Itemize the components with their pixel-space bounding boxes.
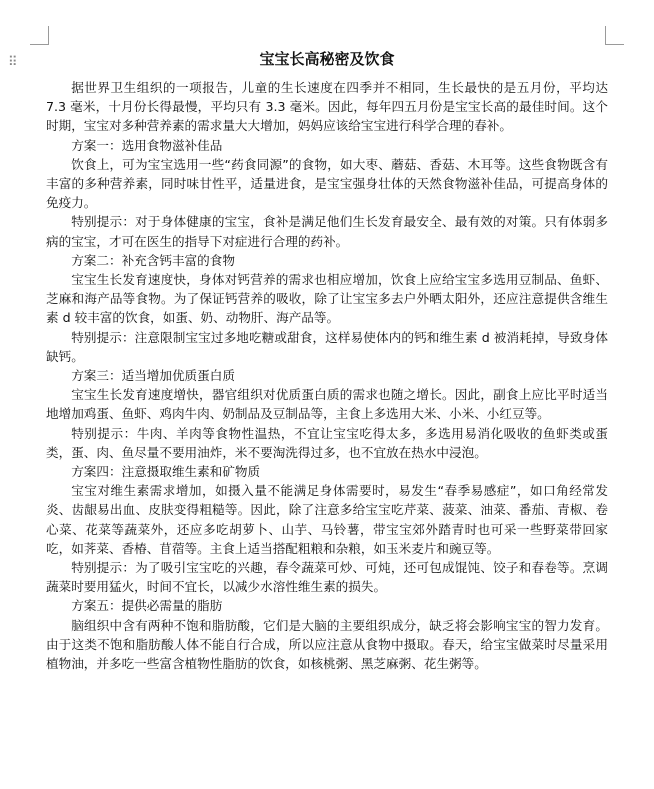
document-page bbox=[46, 48, 608, 673]
drag-handle-icon[interactable]: ⠿ bbox=[8, 55, 17, 70]
tip-paragraph: 特别提示：对于身体健康的宝宝，食补是满足他们生长发育最安全、最有效的对策。只有体弱多病的宝宝，才可在医生的指导下对症进行合理的药补。 bbox=[46, 214, 608, 249]
paragraph: 宝宝生长发育速度快，身体对钙营养的需求也相应增加，饮食上应给宝宝多选用豆制品、鱼虾、芝麻和海产品等食物。为了保证钙营养的吸收，除了让宝宝多去户外晒太阳外，还应注意提供含维生素 d 较丰富的饮食，如蛋、奶、动物肝、海产品等。 bbox=[46, 272, 608, 326]
tip-paragraph: 特别提示：注意限制宝宝过多地吃糖或甜食，这样易使体内的钙和维生素 d 被消耗掉，导致身体缺钙。 bbox=[46, 329, 608, 364]
tip-paragraph: 特别提示：为了吸引宝宝吃的兴趣，春令蔬菜可炒、可炖，还可包成馄饨、饺子和春卷等。烹调蔬菜时要用猛火，时间不宜长，以减少水溶性维生素的损失。 bbox=[46, 560, 608, 595]
page-corner-mark-right bbox=[605, 26, 624, 45]
section-heading-2: 方案二：补充含钙丰富的食物 bbox=[71, 252, 235, 268]
paragraph: 饮食上，可为宝宝选用一些“药食同源”的食物，如大枣、蘑菇、香菇、木耳等。这些食物既含有丰富的多种营养素，同时味甘性平，适量进食，是宝宝强身壮体的天然食物滋补佳品，可提高身体的免疫力。 bbox=[46, 156, 608, 211]
paragraph: 脑组织中含有两种不饱和脂肪酸，它们是大脑的主要组织成分，缺乏将会影响宝宝的智力发育。由于这类不饱和脂肪酸人体不能自行合成，所以应注意从食物中摄取。春天，给宝宝做菜时尽量采用植物油，并多吃一些富含植物性脂肪的饮食，如核桃粥、黑芝麻粥、花生粥等。 bbox=[46, 617, 608, 672]
tip-paragraph: 特别提示：牛肉、羊肉等食物性温热，不宜让宝宝吃得太多，多选用易消化吸收的鱼虾类或蛋类，蛋、肉、鱼尽量不要用油炸，米不要淘洗得过多，也不宜放在热水中浸泡。 bbox=[46, 425, 608, 460]
section-heading-1: 方案一：选用食物滋补佳品 bbox=[71, 137, 223, 153]
paragraph: 宝宝对维生素需求增加，如摄入量不能满足身体需要时，易发生“春季易感症”，如口角经常发炎、齿龈易出血、皮肤变得粗糙等。因此，除了注意多给宝宝吃芹菜、菠菜、油菜、番茄、青椒、卷心菜、花菜等蔬菜外，还应多吃胡萝卜、山芋、马铃薯，带宝宝郊外踏青时也可采一些野菜带回家吃，如荠菜、香椿、苜蓿等。主食上适当搭配粗粮和杂粮，如玉米麦片和豌豆等。 bbox=[46, 483, 608, 556]
page-corner-mark-left bbox=[30, 26, 49, 45]
section-heading-3: 方案三：适当增加优质蛋白质 bbox=[71, 368, 235, 384]
paragraph: 宝宝生长发育速度增快，器官组织对优质蛋白质的需求也随之增长。因此，副食上应比平时适当地增加鸡蛋、鱼虾、鸡肉牛肉、奶制品及豆制品等，主食上多选用大米、小米、小红豆等。 bbox=[46, 387, 608, 422]
document-title: 宝宝长高秘密及饮食 bbox=[259, 50, 395, 68]
section-heading-4: 方案四：注意摄取维生素和矿物质 bbox=[71, 464, 261, 480]
section-heading-5: 方案五：提供必需量的脂肪 bbox=[71, 598, 223, 614]
paragraph-intro: 据世界卫生组织的一项报告，儿童的生长速度在四季并不相同，生长最快的是五月份，平均达 7.3 毫米，十月份长得最慢，平均只有 3.3 毫米。因此，每年四五月份是宝宝长高的最佳时间。这个时期，宝宝对多种营养素的需求量大大增加，妈妈应该给宝宝进行科学合理的春补。 bbox=[46, 80, 608, 134]
